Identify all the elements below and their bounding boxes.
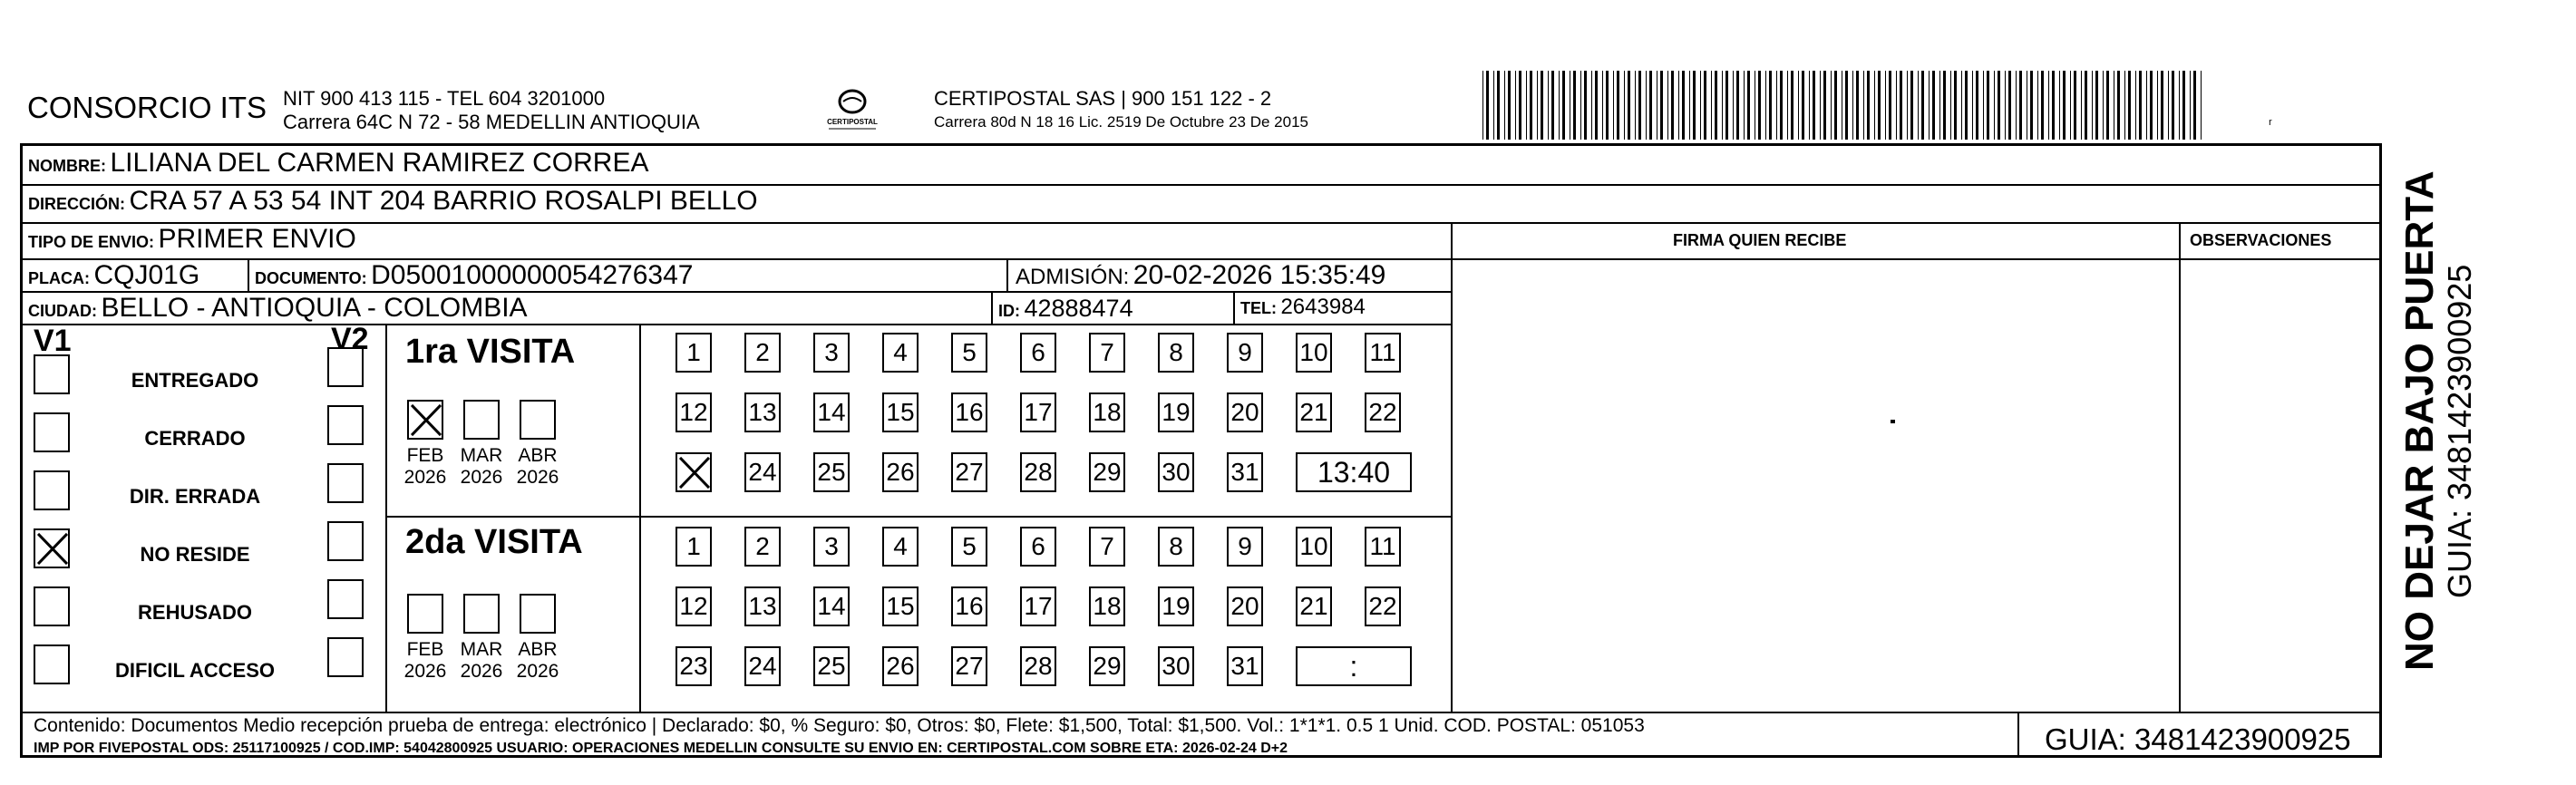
observaciones-header	[2190, 231, 2331, 250]
barcode-bar	[1617, 71, 1619, 140]
barcode-bar	[1530, 71, 1532, 140]
barcode-bar	[1646, 71, 1647, 140]
id-value: 42888474	[1024, 295, 1133, 322]
col-divider	[248, 258, 249, 291]
barcode-bar	[1867, 71, 1870, 140]
footer-content: Contenido: Documentos Medio recepción prueba de entrega: electrónico | Declarado: $0, % Seguro: $0, Otros: $0, Flete: $1,500, Total: $1,500. Vol.: 1*1*1. 0.5 1 Unid. COD. POSTAL: 051053	[34, 715, 1645, 736]
barcode-bar	[1559, 71, 1560, 140]
first-visit-day-box[interactable]: 4	[882, 333, 919, 373]
second-visit-day-box[interactable]: 14	[813, 586, 850, 626]
barcode-bar	[1595, 71, 1598, 140]
second-visit-month-label: ABR	[518, 639, 558, 660]
second-visit-month-checkbox[interactable]	[407, 594, 443, 634]
second-visit-day-box[interactable]: 30	[1158, 646, 1194, 686]
barcode-bar	[2019, 71, 2022, 140]
barcode-bar	[2139, 71, 2142, 140]
second-visit-day-box[interactable]: 9	[1227, 527, 1263, 567]
barcode-bar	[1791, 71, 1793, 140]
barcode-bar	[1693, 71, 1696, 140]
v2-checkbox[interactable]	[327, 579, 364, 619]
second-visit-day-box[interactable]: 23	[676, 646, 712, 686]
barcode-bar	[1910, 71, 1913, 140]
first-visit-day-box[interactable]: 16	[951, 392, 987, 432]
first-visit-year-label: 2026	[460, 467, 503, 488]
row-divider	[385, 516, 1451, 518]
col-divider	[1006, 258, 1008, 291]
barcode-bar	[1972, 71, 1973, 140]
id-label: ID:	[998, 302, 1020, 320]
second-visit-day-box[interactable]: 18	[1089, 586, 1125, 626]
second-visit-day-box[interactable]: 13	[744, 586, 781, 626]
barcode-bar	[1954, 71, 1957, 140]
barcode-bar	[1787, 71, 1788, 140]
logo-text: CERTIPOSTAL	[827, 118, 878, 126]
second-visit-year-label: 2026	[516, 661, 559, 682]
second-visit-day-box[interactable]: 21	[1296, 586, 1332, 626]
barcode-bar	[1769, 71, 1772, 140]
barcode-bar	[1591, 71, 1592, 140]
status-label: CERRADO	[144, 427, 246, 450]
tipo-row	[28, 224, 356, 255]
second-visit-day-box[interactable]: 16	[951, 586, 987, 626]
barcode-bar	[1580, 71, 1581, 140]
barcode-bar	[1983, 71, 1984, 140]
barcode-bar	[1624, 71, 1625, 140]
status-label: NO RESIDE	[140, 543, 250, 566]
barcode-bar	[1831, 71, 1832, 140]
barcode-bar	[2085, 71, 2087, 140]
barcode-bar	[1715, 71, 1717, 140]
first-visit-title: 1ra VISITA	[405, 333, 576, 371]
col-divider	[2179, 222, 2181, 712]
second-visit-day-box[interactable]: 29	[1089, 646, 1125, 686]
barcode-bar	[2157, 71, 2158, 140]
barcode-bar	[1504, 71, 1505, 140]
barcode-bar	[1722, 71, 1723, 140]
barcode-bar	[1798, 71, 1799, 140]
barcode-bar	[1486, 71, 1489, 140]
barcode-bar	[1758, 71, 1761, 140]
barcode-bar	[2117, 71, 2120, 140]
second-visit-year-label: 2026	[403, 661, 447, 682]
carrier-line: CERTIPOSTAL SAS | 900 151 122 - 2	[934, 87, 1272, 110]
barcode-bar	[2048, 71, 2049, 140]
barcode-bar	[2190, 71, 2191, 140]
first-visit-day-box[interactable]: 15	[882, 392, 919, 432]
barcode-bar	[2201, 71, 2202, 140]
barcode-bar	[2135, 71, 2136, 140]
col-divider	[1233, 291, 1235, 324]
first-visit-day-box[interactable]: 14	[813, 392, 850, 432]
second-visit-day-box[interactable]: 31	[1227, 646, 1263, 686]
company-name: CONSORCIO ITS	[27, 91, 267, 124]
barcode-bar	[1918, 71, 1919, 140]
second-visit-day-box[interactable]: 3	[813, 527, 850, 567]
second-visit-day-box[interactable]: 19	[1158, 586, 1194, 626]
barcode-bar	[2081, 71, 2082, 140]
second-visit-month-checkbox[interactable]	[463, 594, 500, 634]
status-label: DIR. ERRADA	[129, 485, 261, 508]
second-visit-day-box[interactable]: 15	[882, 586, 919, 626]
barcode-bar	[1660, 71, 1663, 140]
first-visit-time-box[interactable]: 13:40	[1296, 452, 1412, 492]
first-visit-day-box[interactable]: 26	[882, 452, 919, 492]
second-visit-year-label: 2026	[460, 661, 503, 682]
barcode-bar	[2124, 71, 2125, 140]
first-visit-day-box[interactable]: 17	[1020, 392, 1056, 432]
barcode-bar	[2074, 71, 2076, 140]
v1-checkbox[interactable]	[34, 354, 70, 394]
second-visit-day-box[interactable]: 28	[1020, 646, 1056, 686]
tel-value: 2643984	[1280, 295, 1366, 319]
first-visit-day-box[interactable]: 2	[744, 333, 781, 373]
barcode-bar	[1994, 71, 1995, 140]
row-divider	[23, 324, 1451, 325]
barcode-bar	[1950, 71, 1951, 140]
firma-label: FIRMA QUIEN RECIBE	[1673, 231, 1847, 249]
barcode-bar	[1526, 71, 1527, 140]
barcode-bar	[1678, 71, 1679, 140]
first-visit-day-box[interactable]: 1	[676, 333, 712, 373]
barcode-bar	[1900, 71, 1902, 140]
first-visit-day-box[interactable]: 24	[744, 452, 781, 492]
col-divider	[2017, 712, 2019, 758]
barcode-bar	[1907, 71, 1908, 140]
barcode-bar	[1584, 71, 1587, 140]
first-visit-day-box[interactable]: 28	[1020, 452, 1056, 492]
side-warning: NO DEJAR BAJO PUERTA	[2397, 170, 2442, 671]
first-visit-day-box[interactable]: 6	[1020, 333, 1056, 373]
barcode-bar	[1649, 71, 1652, 140]
first-visit-day-box[interactable]: 20	[1227, 392, 1263, 432]
barcode-bar	[1943, 71, 1946, 140]
barcode-bar	[1780, 71, 1783, 140]
certipostal-logo	[816, 83, 889, 138]
barcode-bar	[1548, 71, 1549, 140]
placa-value: CQJ01G	[93, 260, 200, 290]
direccion-label: DIRECCIÓN:	[28, 195, 125, 213]
documento-value: D05001000000054276347	[371, 260, 694, 290]
barcode-bar	[2103, 71, 2104, 140]
first-visit-day-box[interactable]: 12	[676, 392, 712, 432]
first-visit-day-box[interactable]: 11	[1365, 333, 1401, 373]
barcode-bar	[1613, 71, 1614, 140]
barcode-bar	[1896, 71, 1897, 140]
first-visit-day-box[interactable]: 3	[813, 333, 850, 373]
second-visit-day-box[interactable]: 24	[744, 646, 781, 686]
second-visit-day-box[interactable]: 27	[951, 646, 987, 686]
second-visit-time-box[interactable]: :	[1296, 646, 1412, 686]
tipo-value: PRIMER ENVIO	[158, 224, 356, 254]
second-visit-day-box[interactable]: 8	[1158, 527, 1194, 567]
first-visit-day-box[interactable]: 13	[744, 392, 781, 432]
barcode-bar	[1736, 71, 1739, 140]
barcode-bar	[1863, 71, 1864, 140]
carrier-info	[934, 87, 1308, 134]
second-visit-day-box[interactable]: 11	[1365, 527, 1401, 567]
barcode-bar	[1965, 71, 1968, 140]
barcode-bar	[1700, 71, 1701, 140]
second-visit-title: 2da VISITA	[405, 523, 583, 561]
status-label: DIFICIL ACCESO	[114, 659, 275, 682]
barcode-bar	[1573, 71, 1576, 140]
barcode-bar	[1689, 71, 1690, 140]
second-visit-month-label: MAR	[460, 639, 503, 660]
barcode-bar	[2041, 71, 2044, 140]
v2-checkbox[interactable]	[327, 463, 364, 503]
barcode-bar	[1482, 71, 1483, 140]
barcode-bar	[1515, 71, 1516, 140]
barcode-bar	[1878, 71, 1881, 140]
first-visit-day-box[interactable]: 7	[1089, 333, 1125, 373]
id-row	[998, 295, 1133, 323]
footer-divider	[23, 712, 2382, 713]
tel-row	[1240, 295, 1366, 320]
v1-checkbox[interactable]	[34, 528, 70, 568]
first-visit-day-box[interactable]: 10	[1296, 333, 1332, 373]
first-visit-day-box[interactable]: 19	[1158, 392, 1194, 432]
v2-checkbox[interactable]	[327, 637, 364, 677]
barcode-bar	[2052, 71, 2055, 140]
barcode-bar	[1823, 71, 1826, 140]
direccion-row	[28, 186, 758, 217]
first-visit-day-box[interactable]: 30	[1158, 452, 1194, 492]
barcode-bar	[1961, 71, 1962, 140]
barcode-bar	[1519, 71, 1521, 140]
barcode-bar	[1939, 71, 1940, 140]
first-visit-day-box[interactable]: 9	[1227, 333, 1263, 373]
barcode-bar	[2070, 71, 2071, 140]
side-panel	[2385, 145, 2484, 671]
tel-label: TEL:	[1240, 299, 1277, 317]
nombre-value: LILIANA DEL CARMEN RAMIREZ CORREA	[110, 148, 649, 178]
barcode-bar	[2016, 71, 2017, 140]
status-label: ENTREGADO	[131, 369, 259, 392]
barcode-bar	[1744, 71, 1745, 140]
tick-mark: ᵣ	[2269, 112, 2272, 128]
barcode-bar	[2161, 71, 2163, 140]
firma-header	[1673, 231, 1846, 250]
first-visit-day-box[interactable]: 31	[1227, 452, 1263, 492]
barcode-bar	[1885, 71, 1886, 140]
barcode-bar	[1820, 71, 1821, 140]
barcode-bar	[1987, 71, 1989, 140]
first-visit-day-box[interactable]: 22	[1365, 392, 1401, 432]
barcode-bar	[2037, 71, 2038, 140]
v1-checkbox[interactable]	[34, 412, 70, 452]
placa-row	[28, 260, 199, 291]
first-visit-day-box[interactable]: 18	[1089, 392, 1125, 432]
barcode-bar	[1508, 71, 1511, 140]
tipo-label: TIPO DE ENVIO:	[28, 233, 155, 251]
company-nit	[283, 87, 700, 134]
row-divider	[23, 222, 2382, 224]
barcode-bar	[1765, 71, 1766, 140]
observaciones-label: OBSERVACIONES	[2190, 231, 2332, 249]
footer-imp: IMP POR FIVEPOSTAL ODS: 25117100925 / COD.IMP: 54042800925 USUARIO: OPERACIONES MEDELLIN CONSULTE SU ENVIO EN: CERTIPOSTAL.COM SOBRE ETA: 2026-02-24 D+2	[34, 741, 1288, 756]
barcode-bar	[1704, 71, 1706, 140]
barcode-bar	[2168, 71, 2169, 140]
second-visit-day-box[interactable]: 17	[1020, 586, 1056, 626]
documento-label: DOCUMENTO:	[255, 269, 367, 287]
barcode-bar	[1602, 71, 1603, 140]
second-visit-day-box[interactable]: 7	[1089, 527, 1125, 567]
ciudad-row	[28, 293, 528, 324]
first-visit-month-label: FEB	[406, 445, 444, 466]
barcode-bar	[1638, 71, 1641, 140]
v1-header: V1	[34, 324, 72, 358]
barcode-bar	[2193, 71, 2196, 140]
barcode-bar	[1606, 71, 1609, 140]
first-visit-year-label: 2026	[516, 467, 559, 488]
v1-checkbox[interactable]	[34, 586, 70, 626]
second-visit-day-box[interactable]: 20	[1227, 586, 1263, 626]
second-visit-day-box[interactable]: 4	[882, 527, 919, 567]
barcode-bar	[2106, 71, 2109, 140]
barcode-bar	[2182, 71, 2185, 140]
barcode-bar	[1671, 71, 1674, 140]
barcode-bar	[1834, 71, 1837, 140]
second-visit-month-label: FEB	[406, 639, 444, 660]
admision-row	[1016, 260, 1385, 291]
barcode-bar	[2005, 71, 2006, 140]
footer-guia: GUIA: 3481423900925	[2045, 722, 2351, 756]
first-visit-month-checkbox[interactable]	[520, 400, 556, 440]
barcode-bar	[1497, 71, 1500, 140]
first-visit-month-checkbox[interactable]	[463, 400, 500, 440]
second-visit-day-box[interactable]: 22	[1365, 586, 1401, 626]
barcode-bar	[1628, 71, 1630, 140]
second-visit-month-checkbox[interactable]	[520, 594, 556, 634]
barcode-bar	[2030, 71, 2033, 140]
address-line: Carrera 64C N 72 - 58 MEDELLIN ANTIOQUIA	[283, 111, 700, 133]
second-visit-day-box[interactable]: 26	[882, 646, 919, 686]
admision-label: ADMISIÓN:	[1016, 265, 1130, 289]
barcode-bar	[2059, 71, 2060, 140]
v2-checkbox[interactable]	[327, 521, 364, 561]
v2-checkbox[interactable]	[327, 405, 364, 445]
barcode-bar	[1998, 71, 2000, 140]
barcode-bar	[1733, 71, 1734, 140]
first-visit-month-label: MAR	[460, 445, 503, 466]
v2-checkbox[interactable]	[327, 347, 364, 387]
barcode-bar	[1929, 71, 1930, 140]
barcode-bar	[2128, 71, 2131, 140]
barcode-bar	[1711, 71, 1712, 140]
nit-line: NIT 900 413 115 - TEL 604 3201000	[283, 87, 606, 110]
barcode-bar	[1667, 71, 1668, 140]
barcode-bar	[2063, 71, 2066, 140]
barcode-bar	[1551, 71, 1554, 140]
second-visit-day-box[interactable]: 10	[1296, 527, 1332, 567]
second-visit-day-box[interactable]: 6	[1020, 527, 1056, 567]
second-visit-day-box[interactable]: 2	[744, 527, 781, 567]
second-visit-day-box[interactable]: 5	[951, 527, 987, 567]
ciudad-label: CIUDAD:	[28, 302, 97, 320]
nombre-row	[28, 148, 648, 179]
barcode-bar	[1493, 71, 1494, 140]
first-visit-day-box[interactable]: 5	[951, 333, 987, 373]
barcode-bar	[1845, 71, 1848, 140]
v1-checkbox[interactable]	[34, 644, 70, 684]
first-visit-day-box[interactable]: 8	[1158, 333, 1194, 373]
barcode-bar	[1562, 71, 1565, 140]
nombre-label: NOMBRE:	[28, 157, 106, 175]
first-visit-day-box[interactable]: 25	[813, 452, 850, 492]
barcode-bar	[1921, 71, 1924, 140]
first-visit-day-box[interactable]	[676, 452, 712, 492]
first-visit-month-label: ABR	[518, 445, 558, 466]
barcode-bar	[1725, 71, 1728, 140]
barcode-bar	[1813, 71, 1815, 140]
col-divider	[385, 324, 387, 712]
col-divider	[1451, 222, 1453, 712]
documento-row	[255, 260, 693, 291]
barcode-bar	[1874, 71, 1875, 140]
barcode-bar	[1802, 71, 1804, 140]
col-divider	[639, 324, 641, 712]
barcode-bar	[2146, 71, 2147, 140]
barcode	[1481, 71, 2206, 140]
side-guia: GUIA: 3481423900925	[2441, 264, 2478, 598]
barcode-bar	[1537, 71, 1538, 140]
direccion-value: CRA 57 A 53 54 INT 204 BARRIO ROSALPI BELLO	[129, 186, 758, 216]
v1-checkbox[interactable]	[34, 470, 70, 510]
second-visit-day-box[interactable]: 12	[676, 586, 712, 626]
first-visit-day-box[interactable]: 29	[1089, 452, 1125, 492]
v2-header: V2	[331, 322, 369, 356]
admision-value: 20-02-2026 15:35:49	[1132, 260, 1386, 290]
barcode-bar	[1776, 71, 1777, 140]
delivery-card	[20, 143, 2382, 758]
first-visit-day-box[interactable]: 27	[951, 452, 987, 492]
barcode-bar	[2008, 71, 2011, 140]
barcode-bar	[2179, 71, 2180, 140]
second-visit-day-box[interactable]: 25	[813, 646, 850, 686]
first-visit-month-checkbox[interactable]	[407, 400, 443, 440]
barcode-bar	[1856, 71, 1859, 140]
status-label: REHUSADO	[138, 601, 252, 624]
barcode-bar	[1809, 71, 1810, 140]
col-divider	[991, 291, 993, 324]
first-visit-year-label: 2026	[403, 467, 447, 488]
barcode-bar	[2172, 71, 2174, 140]
barcode-bar	[1932, 71, 1935, 140]
first-visit-day-box[interactable]: 21	[1296, 392, 1332, 432]
barcode-bar	[1976, 71, 1978, 140]
barcode-bar	[1541, 71, 1543, 140]
placa-label: PLACA:	[28, 269, 90, 287]
barcode-bar	[1682, 71, 1685, 140]
barcode-bar	[2150, 71, 2153, 140]
barcode-bar	[1747, 71, 1750, 140]
barcode-bar	[2095, 71, 2098, 140]
signature-mark	[1891, 420, 1895, 423]
barcode-bar	[1635, 71, 1636, 140]
barcode-bar	[2092, 71, 2093, 140]
carrier-license: Carrera 80d N 18 16 Lic. 2519 De Octubre 23 De 2015	[934, 113, 1308, 131]
ciudad-value: BELLO - ANTIOQUIA - COLOMBIA	[101, 293, 528, 323]
second-visit-day-box[interactable]: 1	[676, 527, 712, 567]
barcode-bar	[1852, 71, 1853, 140]
barcode-bar	[1889, 71, 1891, 140]
